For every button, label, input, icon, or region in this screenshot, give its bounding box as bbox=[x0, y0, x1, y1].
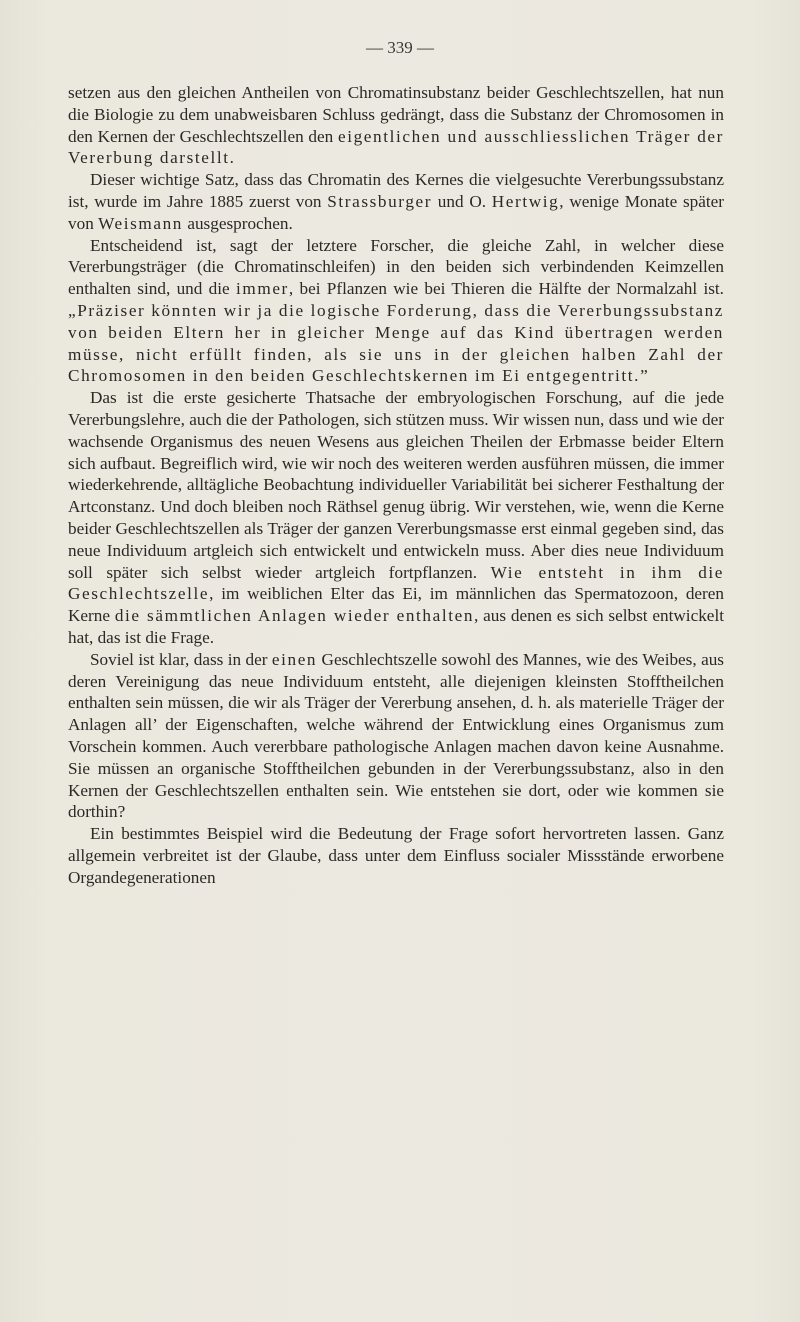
text-run: Entscheidend ist, sagt der letztere Forscher, die gleiche Zahl, in welcher diese Vererbungsträger (die Chromatinschleifen) in den beiden sich verbindenden Keimzellen enthalten sind, und die bbox=[68, 235, 724, 299]
text-run: , bei Pflanzen wie bei Thieren die Hälfte der Normalzahl ist. bbox=[288, 279, 724, 299]
text-run: , aus denen es sich selbst entwickelt hat, das ist die Frage. bbox=[68, 606, 724, 647]
text-run: ausgesprochen. bbox=[183, 213, 293, 233]
paragraph bbox=[68, 82, 724, 169]
paragraph bbox=[68, 387, 724, 649]
text-run: , im weiblichen Elter das Ei, im männlichen das Spermatozoon, deren Kerne bbox=[68, 584, 724, 626]
paragraph bbox=[68, 235, 724, 388]
page-number: — 339 — bbox=[366, 38, 434, 57]
text-run: Dieser wichtige Satz, dass das Chromatin des Kernes die vielgesuchte Vererbungssubstanz ist, wurde im Jahre 1885 zuerst von bbox=[68, 170, 724, 211]
text-run: und O. bbox=[432, 191, 492, 211]
text-run: , wenige Monate später von bbox=[68, 191, 724, 233]
text-run: Soviel ist klar, dass in der bbox=[90, 649, 272, 669]
text-run: Geschlechtszelle sowohl des Mannes, wie des Weibes, aus deren Vereinigung das neue Individuum entsteht, alle diejenigen kleinsten Stofftheilchen enthalten sein müssen, die wir als Träger der Vererbung ansehen, d. h. als materielle Träger der Anlagen all’ der Eigenschaften, welche während der Entwicklung eines Organismus zum Vorschein kommen. Auch vererbbare pathologische Anlagen machen davon keine Ausnahme. Sie müssen an organische Stofftheilchen gebunden in der Vererbungssubstanz, also in den Kernen der Geschlechtszellen enthalten sein. Wie entstehen sie dort, oder wie kommen sie dorthin? bbox=[68, 649, 724, 822]
text-run: . bbox=[229, 148, 234, 168]
spaced-emphasis-text: immer bbox=[236, 279, 289, 299]
spaced-emphasis-text: Hertwig bbox=[491, 191, 560, 211]
body-text bbox=[68, 82, 724, 888]
paragraph bbox=[68, 169, 724, 234]
text-run: Das ist die erste gesicherte Thatsache der embryologischen Forschung, auf die jede Vererbungslehre, auch die der Pathologen, sich stützen muss. Wir wissen nun, dass und wie der wachsende Organismus des neuen Wesens aus gleichen Theilen der Erbmasse beider Eltern sich aufbaut. Begreiflich wird, wie wir noch des weiteren werden ausführen müssen, die immer wiederkehrende, alltägliche Beobachtung individueller Variabilität bei sicherer Festhaltung der Artconstanz. Und doch bleiben noch Räthsel genug übrig. Wir verstehen, wie, wenn die Kerne beider Geschlechtszellen als Träger der ganzen Vererbungsmasse erst einmal gegeben sind, das neue Individuum artgleich sich entwickelt und entwickeln muss. Aber dies neue Individuum soll später sich selbst wieder artgleich fortpflanzen. bbox=[68, 388, 724, 582]
spaced-emphasis-text: einen bbox=[271, 649, 318, 669]
spaced-emphasis-text: Strassburger bbox=[327, 191, 433, 211]
paragraph bbox=[68, 823, 724, 888]
spaced-emphasis-text: Weismann bbox=[98, 213, 184, 233]
spaced-emphasis-text: die sämmtlichen Anlagen wieder enthalten bbox=[114, 606, 475, 626]
spaced-emphasis-text: „Präziser könnten wir ja die logische Forderung, dass die Vererbungssubstanz von beiden Eltern her in gleicher Menge auf das Kind übertragen werden müsse, nicht erfüllt finden, als sie uns in der gleichen halben Zahl der Chromosomen in den beiden Geschlechtskernen im Ei entgegentritt. bbox=[68, 300, 724, 386]
text-run: ” bbox=[640, 366, 648, 386]
paragraph bbox=[68, 649, 724, 823]
text-run: Ein bestimmtes Beispiel wird die Bedeutung der Frage sofort hervortreten lassen. Ganz allgemein verbreitet ist der Glaube, dass unter dem Einfluss socialer Missstände erworbene Organdegenerationen bbox=[68, 824, 724, 887]
spaced-emphasis-text: eigentlichen und ausschliesslichen Träger der Vererbung darstellt bbox=[68, 126, 724, 168]
text-run: setzen aus den gleichen Antheilen von Chromatinsubstanz beider Geschlechtszellen, hat nun die Biologie zu dem unabweisbaren Schluss gedrängt, dass die Substanz der Chromosomen in den Kernen der Geschlechtszellen den bbox=[68, 83, 724, 146]
spaced-emphasis-text: Wie entsteht in ihm die Geschlechtszelle bbox=[68, 562, 724, 604]
